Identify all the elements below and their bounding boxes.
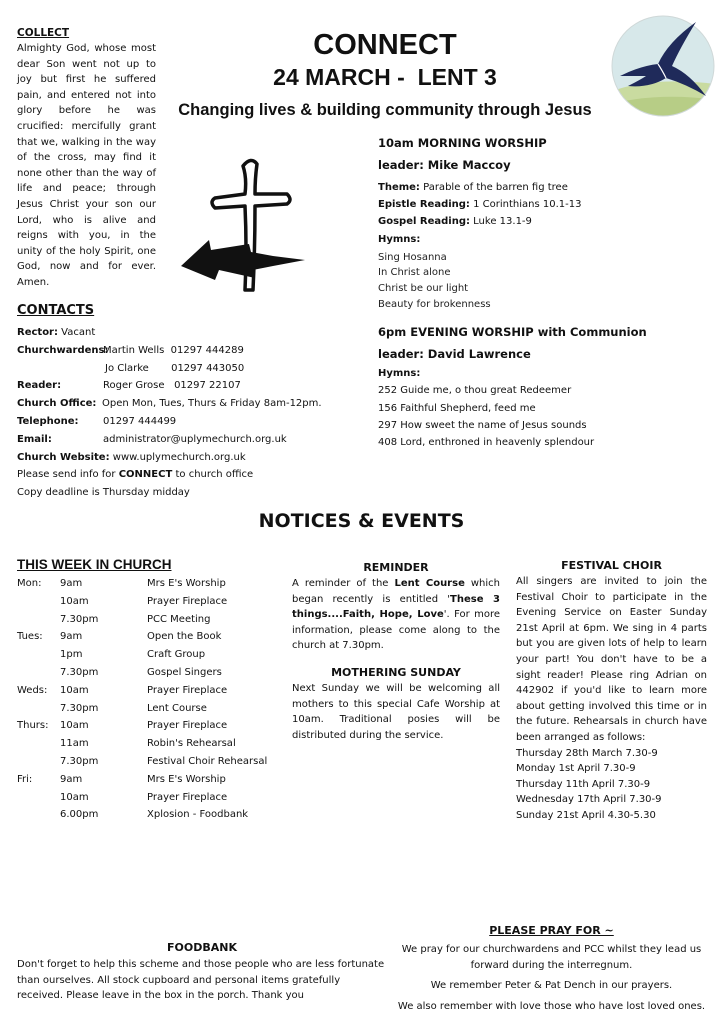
week-time: 10am: [60, 791, 89, 803]
table-row: [17, 753, 287, 771]
worship-section: [378, 132, 708, 451]
reminder-section: [292, 560, 500, 743]
table-row: [17, 700, 287, 718]
foodbank-title: FOODBANK: [167, 941, 237, 954]
website-row: Church Website: www.uplymechurch.org.uk: [17, 451, 246, 463]
page-subtitle: 24 MARCH - LENT 3: [273, 64, 497, 90]
reader-row: Reader: Roger Grose 01297 22107: [17, 380, 241, 392]
choir-title: FESTIVAL CHOIR: [561, 559, 662, 572]
contacts-section: [17, 302, 357, 502]
table-row: [17, 806, 287, 824]
contacts-title: CONTACTS: [17, 303, 95, 318]
list-item: 156 Faithful Shepherd, feed me: [378, 402, 536, 414]
list-item: Thursday 11th April 7.30-9: [516, 778, 651, 790]
week-time: 7.30pm: [60, 666, 99, 678]
churchwardens-row: Churchwardens:Martin Wells 01297 444289: [17, 344, 244, 356]
week-time: 7.30pm: [60, 755, 99, 767]
table-row: [17, 717, 287, 735]
table-row: [17, 682, 287, 700]
this-week-title: THIS WEEK IN CHURCH: [17, 557, 172, 572]
email-link[interactable]: administrator@uplymechurch.org.uk: [103, 433, 287, 445]
morning-gospel: Gospel Reading: Luke 13.1-9: [378, 216, 532, 228]
list-item: Sing Hosanna: [378, 251, 447, 263]
reminder-text: A reminder of the Lent Course which began recently is entitled 'These 3 things....Faith, Hope, Love'. For more information, please come along to the church at 7.30pm.: [292, 578, 501, 652]
list-item: We remember Peter & Pat Dench in our prayers.: [430, 980, 673, 992]
send-info-row: Please send info for CONNECT to church office: [17, 469, 254, 481]
list-item: 408 Lord, enthroned in heavenly splendour: [378, 437, 595, 448]
collect-text: Almighty God, whose most dear Son went not up to joy but first he suffered pain, and entered not into glory before he was crucified: mercifully grant that we, walking in the way of the cross, may find it none other than the way of life and peace; through Jesus Christ your son our Lord, who is alive and reigns with you, in the unity of the holy Spirit, one God, now and for ever. Amen.: [17, 43, 156, 288]
week-event: Prayer Fireplace: [147, 595, 228, 607]
week-event: Festival Choir Rehearsal: [147, 755, 268, 767]
week-day: Tues:: [17, 631, 43, 643]
morning-heading: 10am MORNING WORSHIP: [378, 136, 547, 150]
week-event: Gospel Singers: [147, 666, 222, 678]
week-time: 1pm: [60, 649, 83, 661]
week-day: Thurs:: [17, 720, 49, 732]
week-event: Open the Book: [147, 631, 222, 643]
week-event: Craft Group: [147, 649, 206, 661]
evening-leader: leader: David Lawrence: [378, 347, 531, 362]
cross-icon: [175, 148, 375, 308]
table-row: [17, 593, 287, 611]
week-time: 9am: [60, 631, 83, 643]
collect-title: COLLECT: [17, 27, 70, 39]
week-time: 10am: [60, 684, 89, 696]
week-time: 6.00pm: [60, 809, 99, 821]
list-item: Thursday 28th March 7.30-9: [516, 747, 658, 759]
deadline-row: Copy deadline is Thursday midday: [17, 487, 190, 499]
website-link[interactable]: www.uplymechurch.org.uk: [109, 451, 246, 463]
table-row: [17, 646, 287, 664]
week-day: Mon:: [17, 578, 42, 589]
mothering-text: Next Sunday we will be welcoming all mothers to this special Cafe Worship at 10am. Traditional posies will be distributed during the service.: [292, 682, 500, 741]
this-week-section: [17, 555, 287, 824]
email-row: Email: administrator@uplymechurch.org.uk: [17, 433, 287, 445]
table-row: [17, 664, 287, 682]
list-item: Christ be our light: [378, 283, 469, 294]
list-item: We pray for our churchwardens and PCC whilst they lead us forward during the interregnum.: [401, 944, 702, 971]
table-row: [17, 789, 287, 807]
pray-title: PLEASE PRAY FOR ~: [489, 924, 614, 937]
rector-row: Rector: Vacant: [17, 327, 96, 338]
week-time: 9am: [60, 773, 83, 785]
week-time: 11am: [60, 738, 89, 750]
table-row: [17, 611, 287, 629]
list-item: 252 Guide me, o thou great Redeemer: [378, 385, 572, 397]
week-day: Weds:: [17, 684, 48, 696]
table-row: [17, 735, 287, 753]
table-row: [17, 771, 287, 789]
list-item: 297 How sweet the name of Jesus sounds: [378, 419, 587, 431]
foodbank-section: [17, 940, 387, 1004]
office-row: Church Office: Open Mon, Tues, Thurs & Friday 8am-12pm.: [17, 398, 322, 410]
pray-section: [394, 922, 709, 1019]
morning-epistle: Epistle Reading: 1 Corinthians 10.1-13: [378, 199, 582, 211]
evening-hymns-label: Hymns:: [378, 368, 421, 380]
week-event: PCC Meeting: [147, 613, 211, 625]
list-item: Beauty for brokenness: [378, 298, 491, 310]
reminder-title: REMINDER: [363, 561, 429, 574]
notices-title: NOTICES & EVENTS: [258, 510, 465, 532]
page-title: CONNECT: [313, 29, 457, 61]
week-time: 10am: [60, 595, 89, 607]
header: [160, 28, 610, 122]
table-row: [17, 628, 287, 646]
morning-leader: leader: Mike Maccoy: [378, 158, 511, 172]
list-item: Wednesday 17th April 7.30-9: [516, 794, 662, 806]
morning-hymns-label: Hymns:: [378, 233, 421, 245]
week-event: Xplosion - Foodbank: [147, 809, 249, 821]
week-time: 9am: [60, 578, 83, 589]
week-time: 10am: [60, 720, 89, 732]
list-item: We also remember with love those who have lost loved ones.: [397, 1000, 706, 1012]
table-row: [17, 575, 287, 593]
week-time: 7.30pm: [60, 613, 99, 625]
foodbank-text: Don't forget to help this scheme and those people who are less fortunate than ourselves. All stock cupboard and personal items gratefully received. Please leave in the box in the porch. Thank you: [17, 959, 385, 1002]
week-event: Mrs E's Worship: [147, 578, 226, 589]
churchwarden2-row: Jo Clarke 01297 443050: [105, 362, 245, 374]
choir-text: All singers are invited to join the Festival Choir to participate in the Evening Service on Easter Sunday 21st April at 6pm. We sing in 4 parts but you are given lots of help to learn your part! You don't have to be a sight reader! Please ring Adrian on 442902 if you'd like to learn more about getting involved this time or in the future. Rehearsals in church have been arranged as follows:: [516, 576, 707, 743]
week-event: Mrs E's Worship: [147, 773, 226, 785]
week-event: Prayer Fireplace: [147, 791, 228, 803]
collect-section: [17, 25, 156, 291]
week-time: 7.30pm: [60, 702, 99, 714]
week-event: Prayer Fireplace: [147, 720, 228, 732]
mothering-title: MOTHERING SUNDAY: [331, 665, 461, 679]
morning-theme: Theme: Parable of the barren fig tree: [378, 182, 568, 193]
tagline: Changing lives & building community through Jesus: [178, 101, 592, 119]
week-event: Prayer Fireplace: [147, 684, 228, 696]
week-event: Lent Course: [147, 702, 207, 714]
evening-heading: 6pm EVENING WORSHIP with Communion: [378, 325, 647, 340]
swallow-logo-icon: [610, 14, 716, 118]
list-item: Monday 1st April 7.30-9: [516, 763, 636, 775]
festival-choir-section: [516, 558, 707, 824]
week-day: Fri:: [17, 773, 33, 785]
list-item: Sunday 21st April 4.30-5.30: [516, 809, 656, 821]
list-item: In Christ alone: [378, 267, 451, 279]
week-event: Robin's Rehearsal: [147, 738, 236, 750]
telephone-row: Telephone: 01297 444499: [17, 415, 177, 427]
